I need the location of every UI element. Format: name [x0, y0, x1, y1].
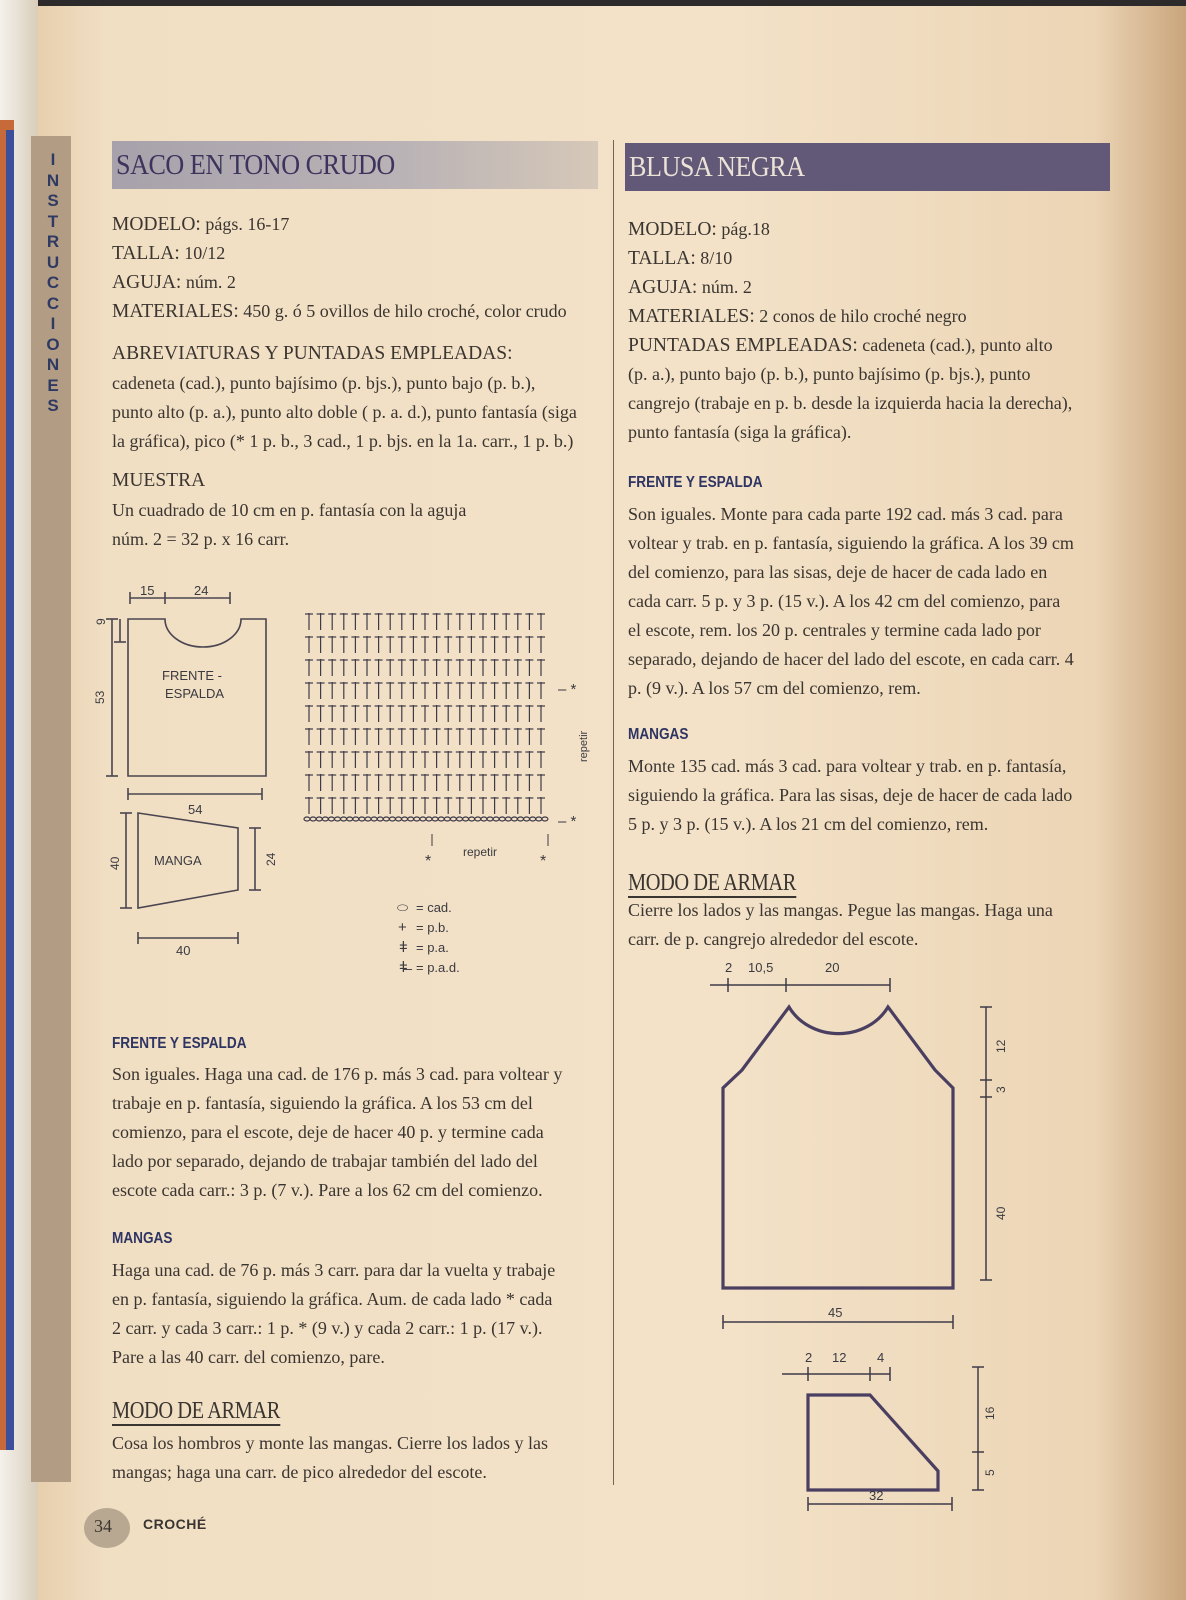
- chart-star-right: *: [540, 853, 547, 870]
- chart-chain: [408, 817, 414, 821]
- right-materiales: MATERIALES: 2 conos de hilo croché negro: [628, 306, 967, 327]
- chart-chain: [365, 817, 371, 821]
- chart-chain: [383, 817, 389, 821]
- chart-chain: [530, 817, 536, 821]
- left-mangas-line: Haga una cad. de 76 p. más 3 carr. para dar la vuelta y trabaje: [112, 1260, 556, 1280]
- right-frente-line: Son iguales. Monte para cada parte 192 cad. más 3 cad. para: [628, 504, 1063, 524]
- left-muestra-line: núm. 2 = 32 p. x 16 carr.: [112, 529, 290, 549]
- chart-chain: [353, 817, 359, 821]
- sleeve-outline: [808, 1395, 938, 1490]
- dim-height: 53: [93, 690, 107, 704]
- chart-chain: [524, 817, 530, 821]
- dim-h1: 12: [994, 1039, 1008, 1053]
- chart-repeat-vertical: repetir: [578, 730, 590, 762]
- side-title-letter: C: [46, 273, 60, 292]
- left-frente-line: Son iguales. Haga una cad. de 176 p. más 3 cad. para voltear y: [112, 1064, 563, 1084]
- dim-top-c: 20: [825, 960, 840, 975]
- chart-legend: [397, 900, 460, 976]
- sleeve-label: MANGA: [154, 853, 202, 868]
- right-frente-line: del comienzo, para las sisas, deje de hacer de cada lado en: [628, 562, 1048, 582]
- dim-h3: 40: [994, 1206, 1008, 1220]
- side-title-letter: N: [46, 170, 60, 190]
- page-label: CROCHÉ: [143, 1516, 207, 1532]
- right-frente-line: cada carr. 5 p. y 3 p. (15 v.). A los 42 cm del comienzo, para: [628, 591, 1061, 611]
- dim-sleeve-h1: 16: [983, 1406, 997, 1420]
- chart-chain: [389, 817, 395, 821]
- legend-text: = p.b.: [416, 920, 449, 935]
- right-frente-line: p. (9 v.). A los 57 cm del comienzo, rem.: [628, 678, 921, 698]
- left-talla: TALLA: 10/12: [112, 243, 226, 264]
- left-title: SACO EN TONO CRUDO: [116, 149, 395, 181]
- left-modo-title: MODO DE ARMAR: [112, 1398, 280, 1424]
- right-frente-line: el escote, rem. los 20 p. centrales y termine cada lado por: [628, 620, 1041, 640]
- chart-chain: [463, 817, 469, 821]
- right-mangas-line: 5 p. y 3 p. (15 v.). A los 21 cm del comienzo, rem.: [628, 814, 989, 834]
- right-puntadas-line: cangrejo (trabaje en p. b. desde la izquierda hacia la derecha),: [628, 393, 1073, 413]
- left-muestra-line: Un cuadrado de 10 cm en p. fantasía con la aguja: [112, 500, 467, 520]
- chart-chain: [450, 817, 456, 821]
- page-number-badge: [84, 1508, 130, 1548]
- side-title-letter: O: [46, 334, 60, 354]
- right-frente-title: FRENTE Y ESPALDA: [628, 474, 763, 491]
- chart-chain: [414, 817, 420, 821]
- side-title-letter: I: [50, 150, 56, 169]
- chart-dash-star-top: – *: [558, 681, 577, 698]
- left-modelo: MODELO: págs. 16-17: [112, 214, 290, 235]
- chart-chain: [426, 817, 432, 821]
- dim-neck: 9: [94, 618, 108, 625]
- left-frente-line: lado por separado, dejando de trabajar también del lado del: [112, 1151, 538, 1171]
- dim-top-b: 24: [194, 583, 209, 598]
- chart-chain: [469, 817, 475, 821]
- legend-text: = cad.: [416, 900, 452, 915]
- chart-chain: [444, 817, 450, 821]
- right-mangas-title: MANGAS: [628, 726, 689, 743]
- chart-chain: [335, 817, 341, 821]
- chart-chain: [511, 817, 517, 821]
- left-modo-line: mangas; haga una carr. de pico alrededor del escote.: [112, 1462, 487, 1482]
- chart-chain: [493, 817, 499, 821]
- chart-chain: [457, 817, 463, 821]
- dim-sleeve-w: 40: [176, 943, 191, 958]
- chart-star-left: *: [425, 853, 432, 870]
- chart-chain: [487, 817, 493, 821]
- right-puntadas-line: punto fantasía (siga la gráfica).: [628, 422, 852, 442]
- side-title-letter: R: [46, 232, 60, 251]
- dim-sleeve-c: 4: [877, 1350, 885, 1365]
- right-aguja: AGUJA: núm. 2: [628, 277, 752, 298]
- right-puntadas-line: (p. a.), punto bajo (p. b.), punto bajísimo (p. bjs.), punto: [628, 364, 1031, 384]
- dim-width: 45: [828, 1305, 843, 1320]
- dim-sleeve-w: 32: [869, 1488, 884, 1503]
- chart-chain: [316, 817, 322, 821]
- side-title-letter: S: [47, 396, 59, 415]
- right-title-bar: [625, 143, 1110, 191]
- side-title: [43, 150, 63, 417]
- legend-symbol: ǂ: [399, 939, 408, 956]
- left-abrev-line: cadeneta (cad.), punto bajísimo (p. bjs.), punto bajo (p. b.),: [112, 373, 536, 393]
- left-modo-line: Cosa los hombros y monte las mangas. Cierre los lados y las: [112, 1433, 548, 1453]
- dim-top-a: 15: [140, 583, 155, 598]
- left-mangas-line: 2 carr. y cada 3 carr.: 1 p. * (9 v.) y cada 2 carr.: 1 p. (17 v.).: [112, 1318, 543, 1338]
- chart-chain: [536, 817, 542, 821]
- chart-chain: [438, 817, 444, 821]
- chart-chain: [475, 817, 481, 821]
- dim-sleeve-b: 12: [832, 1350, 847, 1365]
- left-abrev-line: la gráfica), pico (* 1 p. b., 3 cad., 1 p. bjs. en la 1a. carr., 1 p. b.): [112, 431, 574, 451]
- chart-repeat-horizontal: repetir: [463, 845, 498, 859]
- right-puntadas: PUNTADAS EMPLEADAS: cadeneta (cad.), punto alto: [628, 335, 1053, 356]
- chart-chain: [328, 817, 334, 821]
- stitch-chart: [300, 600, 600, 980]
- dim-sleeve-h: 40: [108, 856, 122, 870]
- chart-chain: [304, 817, 310, 821]
- left-frente-line: trabaje en p. fantasía, siguiendo la gráfica. A los 53 cm del: [112, 1093, 533, 1113]
- blusa-sleeve-schematic: [780, 1340, 1040, 1530]
- body-label-1: FRENTE -: [162, 668, 222, 683]
- left-frente-line: escote cada carr.: 3 p. (7 v.). Pare a los 62 cm del comienzo.: [112, 1180, 543, 1200]
- chart-chain: [371, 817, 377, 821]
- chart-chain: [402, 817, 408, 821]
- right-modelo: MODELO: pág.18: [628, 219, 770, 240]
- column-divider: [613, 140, 614, 1485]
- dim-width: 54: [188, 802, 203, 817]
- dim-h2: 3: [994, 1086, 1008, 1093]
- right-title: BLUSA NEGRA: [629, 151, 805, 183]
- right-modo-line: carr. de p. cangrejo alrededor del escote.: [628, 929, 919, 949]
- legend-symbol: +: [398, 919, 407, 936]
- left-title-bar: [112, 141, 598, 189]
- legend-text: = p.a.: [416, 940, 449, 955]
- chart-chain: [499, 817, 505, 821]
- right-modo-line: Cierre los lados y las mangas. Pegue las mangas. Haga una: [628, 900, 1053, 920]
- binder-stripe-blue: [6, 130, 14, 1450]
- right-frente-line: voltear y trab. en p. fantasía, siguiendo la gráfica. A los 39 cm: [628, 533, 1074, 553]
- chart-chain: [310, 817, 316, 821]
- dim-sleeve-a: 2: [805, 1350, 813, 1365]
- chart-chain: [420, 817, 426, 821]
- left-mangas-title: MANGAS: [112, 1230, 173, 1247]
- side-title-letter: C: [46, 293, 60, 313]
- right-mangas-line: siguiendo la gráfica. Para las sisas, deje de hacer de cada lado: [628, 785, 1073, 805]
- right-mangas-line: Monte 135 cad. más 3 cad. para voltear y trab. en p. fantasía,: [628, 756, 1067, 776]
- left-materiales: MATERIALES: 450 g. ó 5 ovillos de hilo croché, color crudo: [112, 301, 567, 322]
- side-title-letter: U: [46, 252, 60, 272]
- legend-symbol: ǂ̶: [399, 959, 408, 976]
- chart-dash-star-bottom: – *: [558, 813, 577, 830]
- chart-chain: [347, 817, 353, 821]
- chart-chain: [518, 817, 524, 821]
- chart-chain: [396, 817, 402, 821]
- legend-symbol: ⬭: [397, 900, 409, 915]
- chart-chain: [322, 817, 328, 821]
- chart-chain: [542, 817, 548, 821]
- left-mangas-line: Pare a las 40 carr. del comienzo, pare.: [112, 1347, 385, 1367]
- right-talla: TALLA: 8/10: [628, 248, 733, 269]
- left-abrev-title: ABREVIATURAS Y PUNTADAS EMPLEADAS:: [112, 343, 513, 364]
- chart-chain: [341, 817, 347, 821]
- chart-chain: [481, 817, 487, 821]
- dim-top-a: 2: [725, 960, 733, 975]
- dim-sleeve-h2: 5: [983, 1469, 997, 1476]
- left-abrev-line: punto alto (p. a.), punto alto doble ( p. a. d.), punto fantasía (siga: [112, 402, 577, 422]
- right-modo-title: MODO DE ARMAR: [628, 870, 796, 896]
- body-outline: [723, 1007, 953, 1288]
- chart-chain: [359, 817, 365, 821]
- dim-top-b: 10,5: [748, 960, 774, 975]
- side-title-letter: E: [47, 375, 59, 395]
- left-aguja: AGUJA: núm. 2: [112, 272, 236, 293]
- left-mangas-line: en p. fantasía, siguiendo la gráfica. Aum. de cada lado * cada: [112, 1289, 553, 1309]
- chart-chain: [432, 817, 438, 821]
- right-frente-line: separado, dejando de hacer del lado del escote, en cada carr. 4: [628, 649, 1074, 669]
- side-title-letter: I: [50, 314, 56, 333]
- dim-sleeve-top: 24: [264, 852, 278, 866]
- chart-chain: [505, 817, 511, 821]
- left-muestra-title: MUESTRA: [112, 470, 206, 491]
- side-title-letter: N: [46, 355, 60, 374]
- chart-chain: [377, 817, 383, 821]
- side-title-letter: S: [47, 191, 59, 210]
- left-frente-line: comienzo, para el escote, deje de hacer 40 p. y termine cada: [112, 1122, 544, 1142]
- legend-text: = p.a.d.: [416, 960, 460, 975]
- page-number: 34: [94, 1516, 112, 1536]
- body-label-2: ESPALDA: [165, 686, 225, 701]
- saco-schematic: [90, 580, 300, 960]
- side-title-letter: T: [47, 211, 59, 231]
- left-frente-title: FRENTE Y ESPALDA: [112, 1035, 247, 1052]
